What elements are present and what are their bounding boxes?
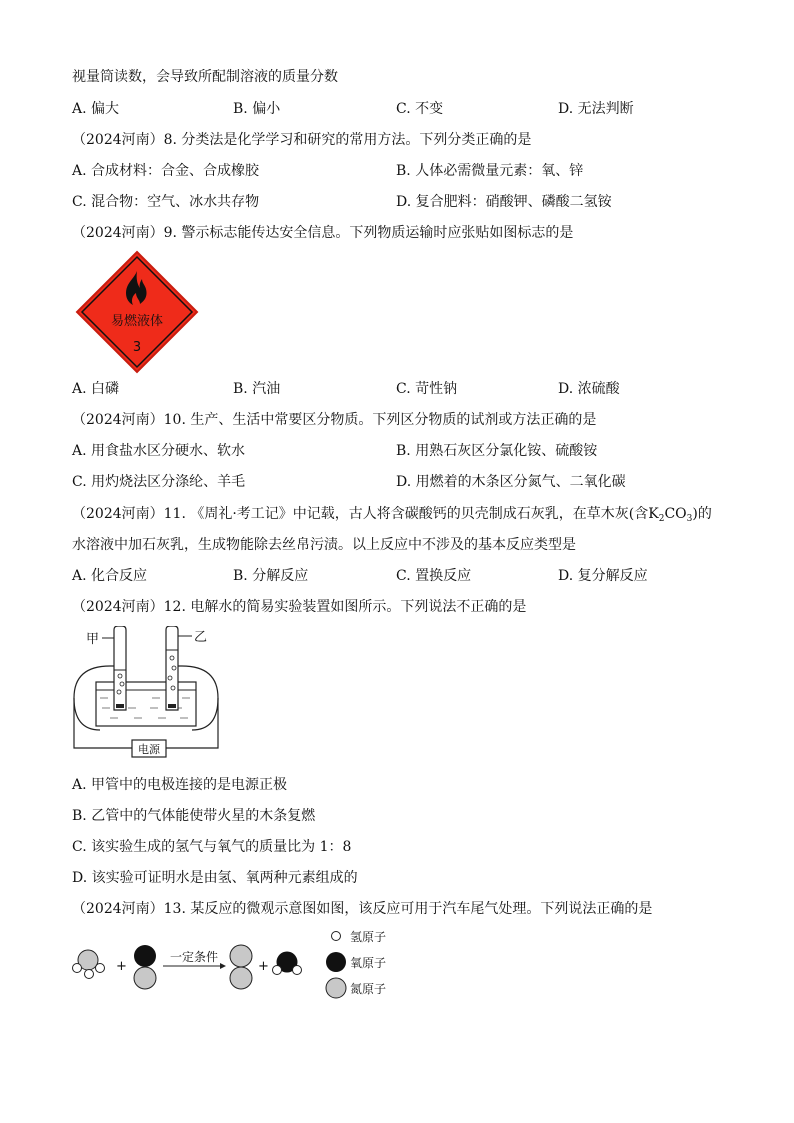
q11-sub-2: 2 xyxy=(658,514,665,524)
sign-text: 易燃液体 xyxy=(110,314,164,329)
nitrogen-atom xyxy=(134,967,156,989)
atom-legend xyxy=(326,930,386,998)
sign-number: 3 xyxy=(132,340,142,355)
legend-hydrogen-icon xyxy=(332,932,341,941)
hydrogen-atom xyxy=(293,966,302,975)
q10-option-a: A. 用食盐水区分硬水、软水 xyxy=(72,443,246,459)
plus-sign-2: + xyxy=(258,959,269,974)
nitrogen-atom xyxy=(230,967,252,989)
legend-oxygen-label: 氧原子 xyxy=(350,956,387,970)
q8-option-a: A. 合成材料：合金、合成橡胶 xyxy=(72,163,260,179)
nitrogen-atom xyxy=(230,945,252,967)
plus-sign-1: + xyxy=(116,959,127,974)
legend-nitrogen-icon xyxy=(326,978,346,998)
q8-stem: （2024河南）8. 分类法是化学学习和研究的常用方法。下列分类正确的是 xyxy=(72,132,532,148)
q12-option-b: B. 乙管中的气体能使带火星的木条复燃 xyxy=(72,808,316,824)
q10-option-b: B. 用熟石灰区分氯化铵、硫酸铵 xyxy=(396,443,598,459)
legend-hydrogen-label: 氢原子 xyxy=(350,930,387,944)
tube-label-left: 甲 xyxy=(86,632,100,647)
product-molecule-2 xyxy=(273,952,302,975)
q11-stem-part3: )的 xyxy=(692,506,712,522)
q10-option-c: C. 用灼烧法区分涤纶、羊毛 xyxy=(72,474,246,490)
q7-option-d: D. 无法判断 xyxy=(558,101,634,117)
q10-option-d: D. 用燃着的木条区分氮气、二氧化碳 xyxy=(396,474,626,490)
q11-option-d: D. 复分解反应 xyxy=(558,568,648,584)
q7-option-a: A. 偏大 xyxy=(72,101,120,117)
q9-option-a: A. 白磷 xyxy=(72,381,120,397)
q11-stem-line2: 水溶液中加石灰乳，生成物能除去丝帛污渍。以上反应中不涉及的基本反应类型是 xyxy=(72,537,576,553)
legend-oxygen-icon xyxy=(326,952,346,972)
electrode-left xyxy=(116,704,124,708)
reaction-condition: 一定条件 xyxy=(169,950,219,964)
q9-option-d: D. 浓硫酸 xyxy=(558,381,620,397)
q7-option-c: C. 不变 xyxy=(396,101,444,117)
q11-stem-line1 xyxy=(72,505,712,528)
hydrogen-atom xyxy=(96,964,105,973)
water-trough xyxy=(96,682,196,726)
q11-stem-part1: （2024河南）11. 《周礼·考工记》中记载，古人将含碳酸钙的贝壳制成石灰乳，在草木灰(含K xyxy=(72,506,659,522)
electrolysis-apparatus-diagram xyxy=(70,626,222,760)
q8-option-c: C. 混合物：空气、冰水共存物 xyxy=(72,194,260,210)
q12-option-d: D. 该实验可证明水是由氢、氧两种元素组成的 xyxy=(72,870,358,886)
q11-option-a: A. 化合反应 xyxy=(72,568,148,584)
q13-stem: （2024河南）13. 某反应的微观示意图如图，该反应可用于汽车尾气处理。下列说法正确的是 xyxy=(72,901,653,917)
hydrogen-atom xyxy=(73,964,82,973)
q7-option-b: B. 偏小 xyxy=(233,101,281,117)
electrode-right xyxy=(168,704,176,708)
tube-left xyxy=(114,626,126,710)
flammable-liquid-sign xyxy=(74,249,200,375)
hydrogen-atom xyxy=(85,970,94,979)
hydrogen-atom xyxy=(273,966,282,975)
reactant-molecule-2 xyxy=(134,945,156,989)
arrow-head xyxy=(220,963,226,969)
tube-label-right: 乙 xyxy=(194,630,208,645)
product-molecule-1 xyxy=(230,945,252,989)
q12-stem: （2024河南）12. 电解水的简易实验装置如图所示。下列说法不正确的是 xyxy=(72,599,527,615)
power-source-label: 电源 xyxy=(138,743,160,756)
q11-sub-3: 3 xyxy=(686,514,693,524)
oxygen-atom xyxy=(134,945,156,967)
reactant-molecule-1 xyxy=(73,950,105,979)
q12-option-c: C. 该实验生成的氢气与氧气的质量比为 1：8 xyxy=(72,839,352,855)
q8-option-b: B. 人体必需微量元素：氧、锌 xyxy=(396,163,584,179)
q11-option-c: C. 置换反应 xyxy=(396,568,472,584)
q9-option-c: C. 苛性钠 xyxy=(396,381,458,397)
q8-option-d: D. 复合肥料：硝酸钾、磷酸二氢铵 xyxy=(396,194,612,210)
q7-stem-continuation: 视量筒读数，会导致所配制溶液的质量分数 xyxy=(72,69,338,85)
q10-stem: （2024河南）10. 生产、生活中常要区分物质。下列区分物质的试剂或方法正确的是 xyxy=(72,412,597,428)
q9-option-b: B. 汽油 xyxy=(233,381,281,397)
q11-stem-part2: CO xyxy=(664,506,687,522)
reaction-micro-diagram xyxy=(70,926,400,1002)
q12-option-a: A. 甲管中的电极连接的是电源正极 xyxy=(72,777,288,793)
legend-nitrogen-label: 氮原子 xyxy=(350,982,387,996)
q9-stem: （2024河南）9. 警示标志能传达安全信息。下列物质运输时应张贴如图标志的是 xyxy=(72,225,574,241)
q11-option-b: B. 分解反应 xyxy=(233,568,309,584)
